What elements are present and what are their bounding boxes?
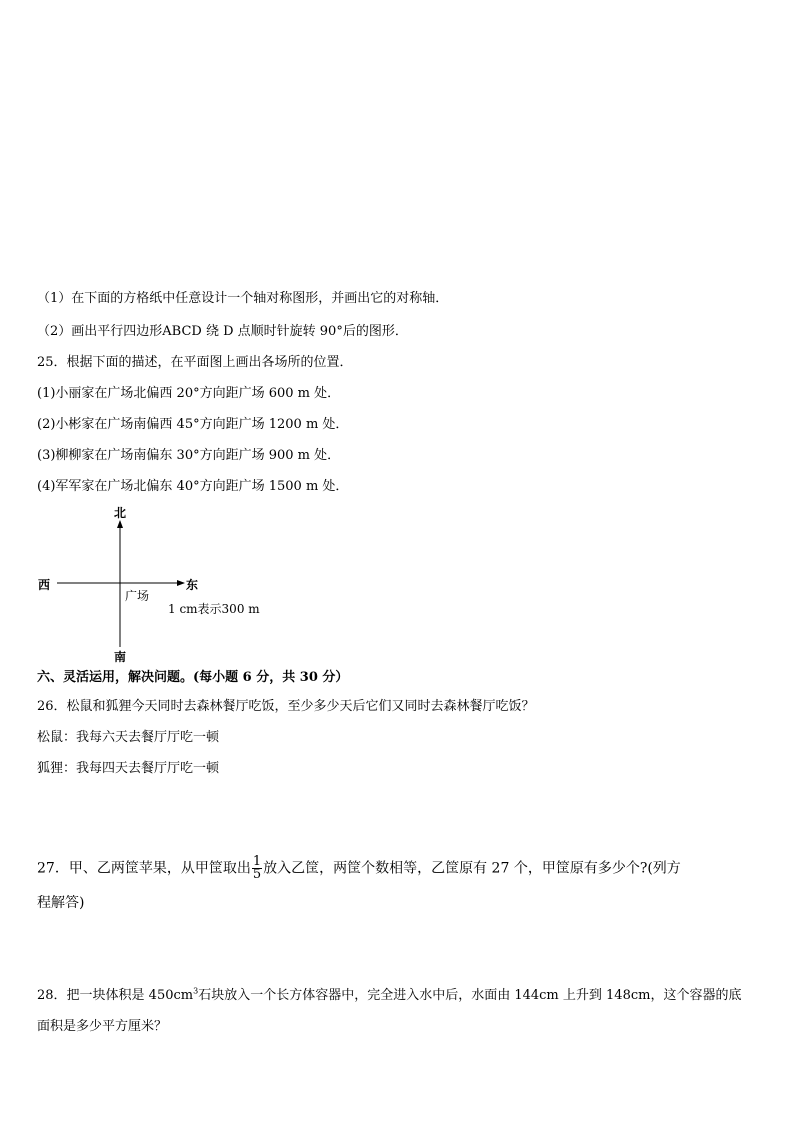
q25-item-1: (1)小丽家在广场北偏西 20°方向距广场 600 m 处． (37, 386, 341, 401)
q27-fraction-denominator: 5 (252, 867, 262, 882)
q24-part1: （1）在下面的方格纸中任意设计一个轴对称图形，并画出它的对称轴． (37, 291, 449, 306)
q26-squirrel-line: 松鼠：我每六天去餐厅厅吃一顿 (37, 730, 220, 745)
compass-west-label: 西 (38, 578, 51, 592)
q26-fox-line: 狐狸：我每四天去餐厅厅吃一顿 (37, 761, 220, 776)
q28-line1 (37, 987, 741, 1005)
q26-stem: 26．松鼠和狐狸今天同时去森林餐厅吃饭，至少多少天后它们又同时去森林餐厅吃饭？ (37, 699, 535, 714)
compass-south-label: 南 (114, 650, 127, 664)
section-6-heading: 六、灵活运用，解决问题。(每小题 6 分，共 30 分） (37, 670, 349, 685)
q27-fraction (252, 856, 262, 881)
q27-fraction-numerator: 1 (252, 854, 262, 869)
compass-east-label: 东 (186, 578, 199, 592)
q27-text-before: 27．甲、乙两筐苹果，从甲筐取出 (37, 860, 251, 877)
q28-superscript: 3 (193, 986, 199, 996)
compass-center-label: 广场 (125, 589, 150, 603)
q25-item-3: (3)柳柳家在广场南偏东 30°方向距广场 900 m 处． (37, 448, 341, 463)
map-scale-label: 1 cm表示300 m (168, 602, 260, 616)
q27-text-after: 放入乙筐，两筐个数相等，乙筐原有 27 个，甲筐原有多少个?(列方 (263, 860, 681, 877)
q27-line1 (37, 856, 681, 881)
q28-text-after: 石块放入一个长方体容器中，完全进入水中后，水面由 144cm 上升到 148cm，这个容器的底 (198, 988, 742, 1003)
q25-item-4: (4)军军家在广场北偏东 40°方向距广场 1500 m 处． (37, 479, 349, 494)
q28-line2: 面积是多少平方厘米？ (37, 1019, 168, 1034)
q24-part2: （2）画出平行四边形ABCD 绕 D 点顺时针旋转 90°后的图形． (37, 324, 408, 339)
compass-north-label: 北 (114, 506, 127, 520)
q27-line2: 程解答) (37, 895, 85, 911)
q25-item-2: (2)小彬家在广场南偏西 45°方向距广场 1200 m 处． (37, 417, 349, 432)
q25-stem: 25．根据下面的描述，在平面图上画出各场所的位置． (37, 355, 353, 370)
q28-text-before: 28．把一块体积是 450cm (37, 988, 194, 1003)
